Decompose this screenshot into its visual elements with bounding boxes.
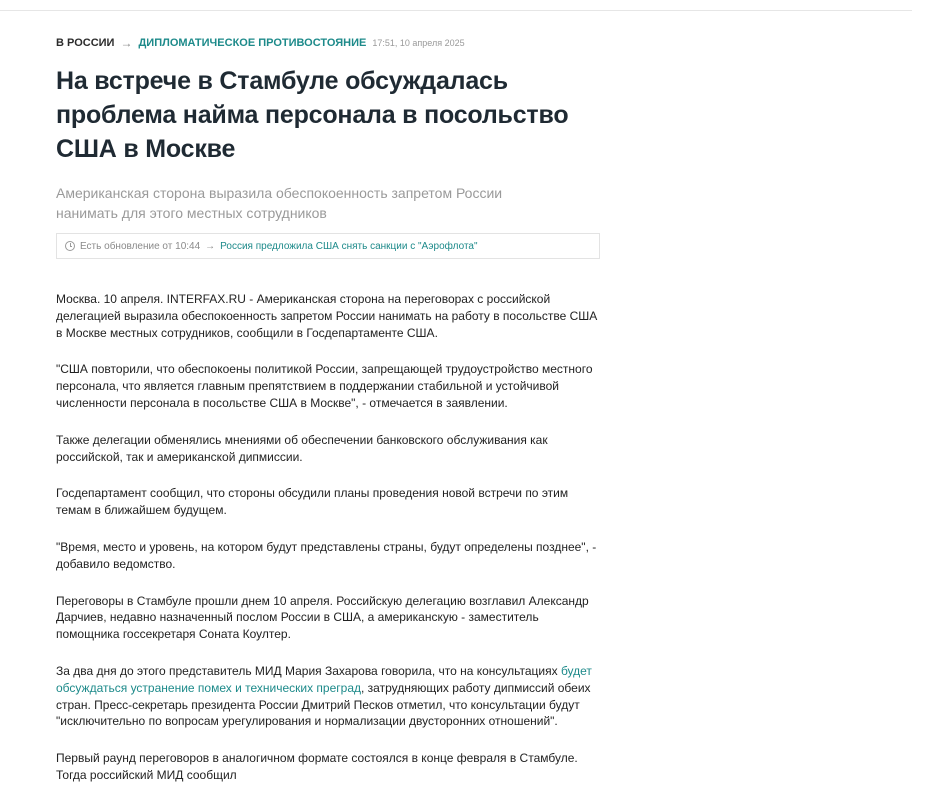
paragraph-7-text-after: , затрудняющих работу дипмиссий обеих стран. Пресс-секретарь президента России Дмитрий Песков отметил, что консультации будут "исключительно по вопросам урегулирования и нормализации двусторонних отношений". — [56, 680, 591, 729]
paragraph-2: "США повторили, что обеспокоены политикой России, запрещающей трудоустройство местного персонала, что является главным препятствием в поддержании стабильной и устойчивой численности персонала в посольстве США в Москве", - отмечается в заявлении. — [56, 362, 593, 410]
breadcrumb-section-link[interactable]: ДИПЛОМАТИЧЕСКОЕ ПРОТИВОСТОЯНИЕ — [138, 37, 367, 49]
publish-timestamp: 17:51, 10 апреля 2025 — [372, 38, 465, 48]
breadcrumb-root-link[interactable]: В РОССИИ — [56, 37, 115, 49]
article-body — [56, 291, 600, 784]
paragraph-3: Также делегации обменялись мнениями об обеспечении банковского обслуживания как российской, так и американской дипмиссии. — [56, 432, 548, 464]
article-lead: Американская сторона выразила обеспокоенность запретом России нанимать для этого местных сотрудников — [56, 185, 503, 221]
clock-icon — [65, 241, 75, 251]
paragraph-5: "Время, место и уровень, на котором будут представлены страны, будут определены позднее", - добавило ведомство. — [56, 539, 597, 571]
article-title: На встрече в Стамбуле обсуждалась проблема найма персонала в посольство США в Москве — [56, 67, 569, 163]
breadcrumb — [56, 34, 600, 52]
breadcrumb-arrow-icon: → — [120, 36, 133, 50]
update-arrow-icon: → — [205, 240, 216, 252]
update-notice — [56, 233, 600, 259]
paragraph-6: Переговоры в Стамбуле прошли днем 10 апреля. Российскую делегацию возглавил Александр Дарчиев, недавно назначенный послом России в США, а американскую - заместитель помощника госсекретаря Соната Коултер. — [56, 593, 589, 642]
paragraph-1: Москва. 10 апреля. INTERFAX.RU - Американская сторона на переговорах с российской делегацией выразила обеспокоенность запретом России нанимать на работу в посольстве США в Москве местных сотрудников, сообщили в Госдепартаменте США. — [56, 292, 598, 340]
paragraph-7-text-before: За два дня до этого представитель МИД Мария Захарова говорила, что на консультациях — [56, 663, 561, 678]
article — [56, 34, 600, 804]
paragraph-7 — [56, 663, 600, 730]
paragraph-8: Первый раунд переговоров в аналогичном формате состоялся в конце февраля в Стамбуле. Тогда российский МИД сообщил — [56, 751, 578, 782]
paragraph-4: Госдепартамент сообщил, что стороны обсудили планы проведения новой встречи по этим темам в ближайшем будущем. — [56, 486, 569, 518]
inline-article-link[interactable]: будет обсуждаться устранение помех и технических преград — [56, 663, 592, 695]
update-label: Есть обновление от 10:44 — [80, 240, 201, 252]
top-divider — [0, 0, 912, 11]
update-link[interactable]: Россия предложила США снять санкции с "Аэрофлота" — [220, 240, 478, 252]
